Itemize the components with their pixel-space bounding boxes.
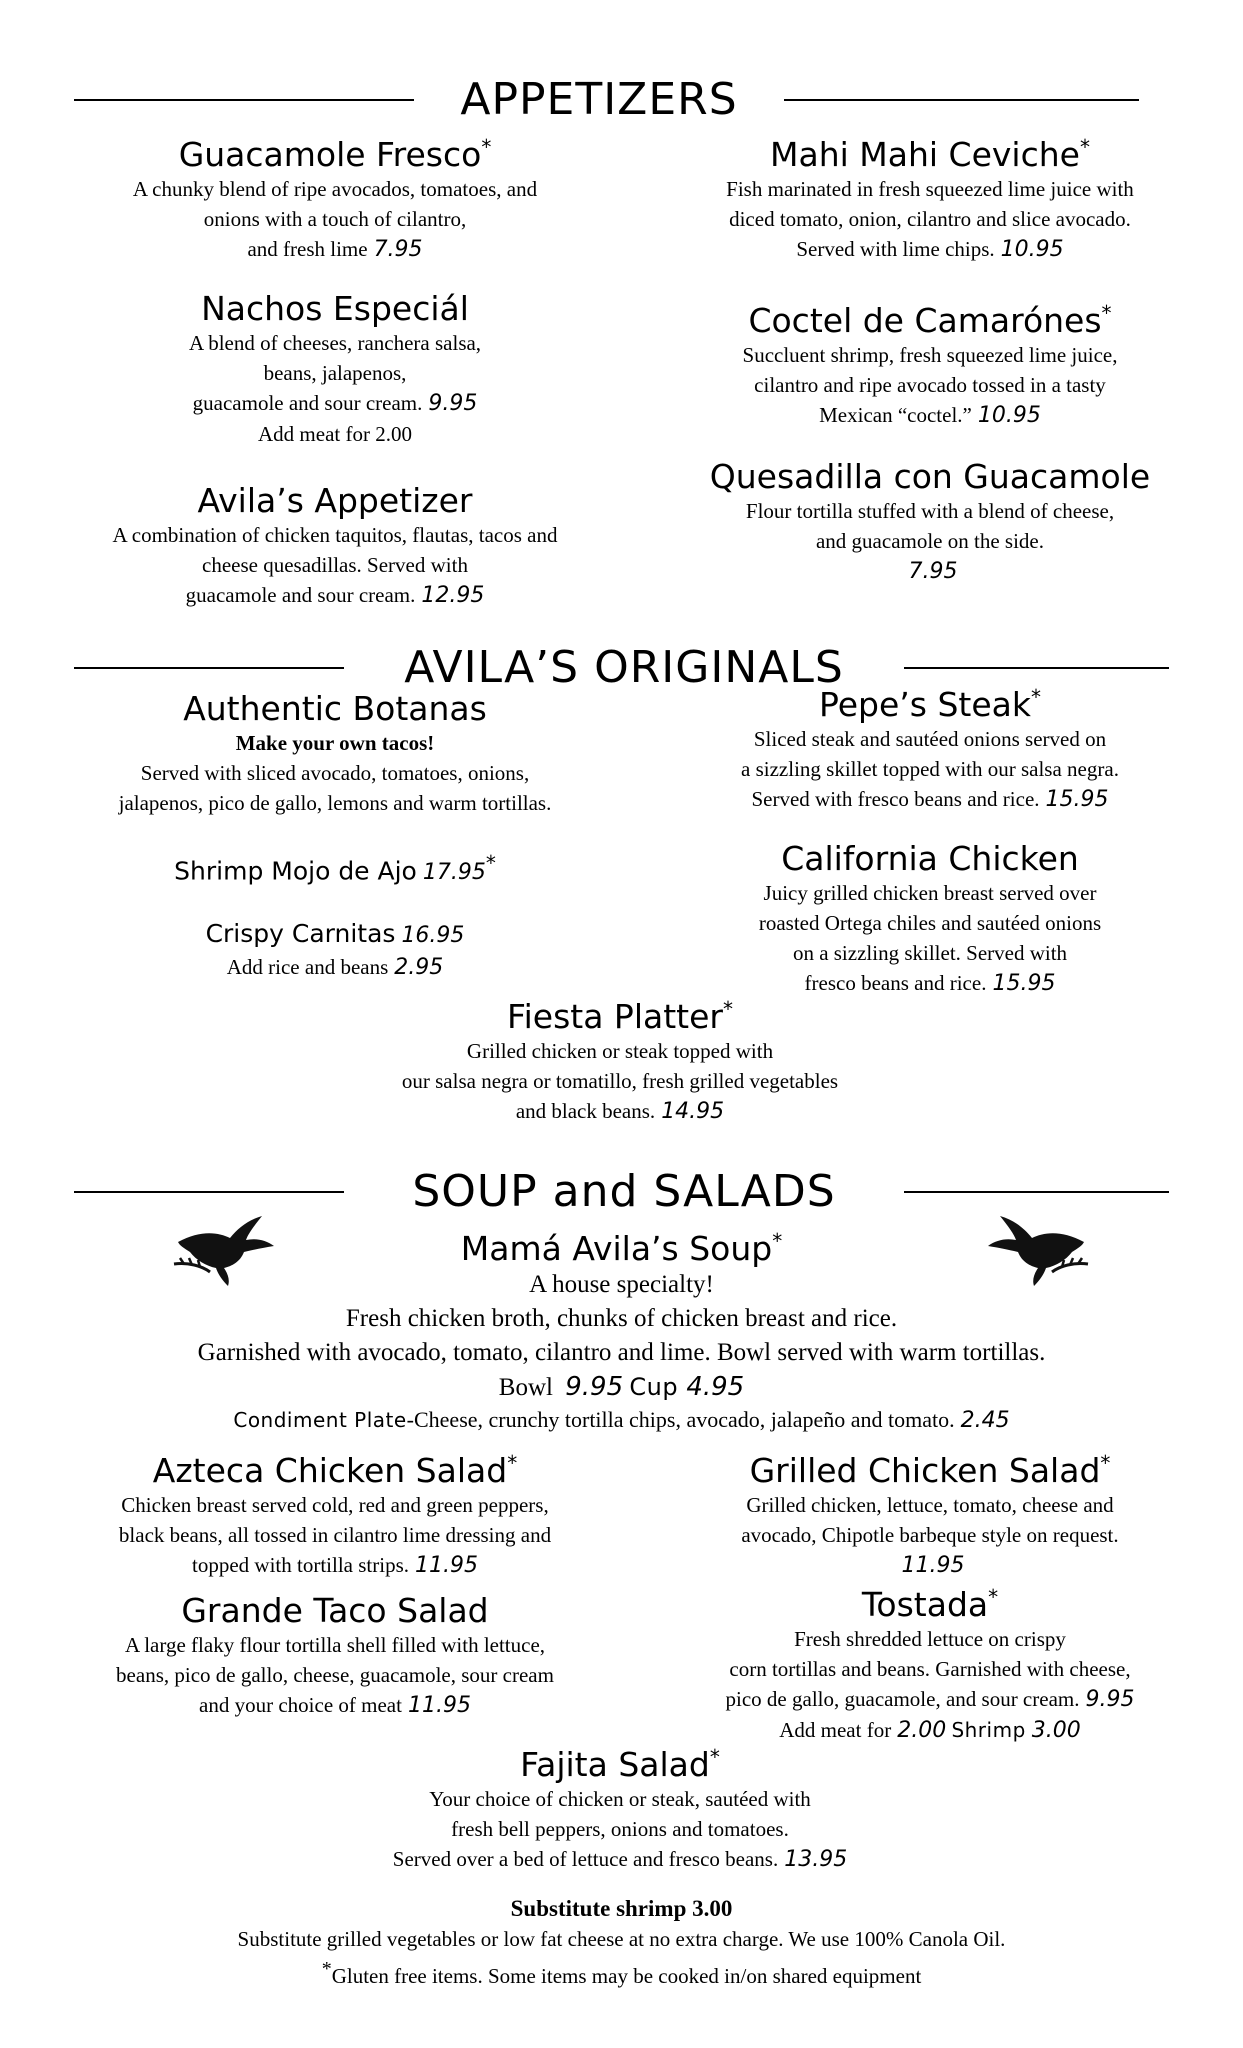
item-desc-line: Add meat for 2.00 Shrimp 3.00 bbox=[779, 1718, 1081, 1743]
item-title: Pepe’s Steak* bbox=[819, 685, 1041, 724]
item-title: California Chicken bbox=[781, 839, 1079, 878]
item-desc-line: Add rice and beans 2.95 bbox=[226, 955, 444, 980]
item-desc-line: diced tomato, onion, cilantro and slice avocado. bbox=[729, 207, 1131, 231]
menu-item-ceviche bbox=[650, 128, 1210, 265]
item-desc-line: roasted Ortega chiles and sautéed onions bbox=[758, 911, 1102, 935]
item-price: 15.95 bbox=[992, 971, 1056, 996]
item-desc-line: and black beans. 14.95 bbox=[515, 1099, 725, 1124]
menu-item-azteca-salad bbox=[40, 1444, 630, 1581]
item-price: 11.95 bbox=[407, 1693, 471, 1718]
item-desc-line: Add meat for 2.00 bbox=[258, 422, 412, 446]
cup-price: 4.95 bbox=[686, 1372, 745, 1402]
item-desc-line: Served with lime chips. 10.95 bbox=[796, 237, 1064, 262]
item-desc-line: Served with sliced avocado, tomatoes, onions, bbox=[140, 761, 530, 785]
item-title: Grilled Chicken Salad* bbox=[749, 1451, 1111, 1490]
item-desc-line: pico de gallo, guacamole, and sour cream. 9.95 bbox=[725, 1687, 1135, 1712]
menu-item-botanas bbox=[40, 690, 630, 818]
item-desc-line: corn tortillas and beans. Garnished with cheese, bbox=[729, 1657, 1131, 1681]
item-desc-line: and fresh lime 7.95 bbox=[247, 237, 423, 262]
substitute-note: Substitute grilled vegetables or low fat cheese at no extra charge. We use 100% Canola Oil. bbox=[237, 1927, 1006, 1951]
item-price: 17.95 bbox=[422, 860, 486, 886]
item-desc-line: A house specialty! bbox=[529, 1271, 714, 1298]
menu-item-grilled-chicken-salad bbox=[650, 1444, 1210, 1581]
item-desc-line: Served with fresco beans and rice. 15.95 bbox=[751, 787, 1109, 812]
item-title: Mahi Mahi Ceviche* bbox=[770, 135, 1090, 174]
item-price: 10.95 bbox=[977, 403, 1041, 428]
item-title: Grande Taco Salad bbox=[181, 1591, 489, 1630]
item-desc-line: A combination of chicken taquitos, flautas, tacos and bbox=[112, 523, 558, 547]
item-price: 7.95 bbox=[908, 559, 958, 584]
item-title: Coctel de Camarónes* bbox=[748, 301, 1112, 340]
substitute-shrimp-note: Substitute shrimp 3.00 bbox=[510, 1896, 733, 1921]
item-price: 11.95 bbox=[901, 1553, 965, 1578]
item-title: Mamá Avila’s Soup* bbox=[460, 1229, 783, 1268]
item-desc-line: beans, jalapenos, bbox=[263, 361, 407, 385]
bowl-price: 9.95 bbox=[565, 1372, 624, 1402]
item-desc-line bbox=[650, 556, 1210, 587]
section-title-originals: AVILA’S ORIGINALS bbox=[404, 642, 844, 693]
item-desc-line: Your choice of chicken or steak, sautéed with bbox=[429, 1787, 811, 1811]
menu-item-nachos bbox=[40, 290, 630, 449]
item-price: 16.95 bbox=[401, 923, 465, 948]
header-rule-left bbox=[74, 99, 414, 101]
item-desc-line: Garnished with avocado, tomato, cilantro and lime. Bowl served with warm tortillas. bbox=[197, 1339, 1046, 1366]
item-title: Guacamole Fresco* bbox=[178, 135, 492, 174]
item-desc-line: A chunky blend of ripe avocados, tomatoes, and bbox=[132, 177, 538, 201]
soup-sizes: Bowl 9.95 Cup 4.95 bbox=[498, 1372, 745, 1402]
item-desc-line: fresh bell peppers, onions and tomatoes. bbox=[451, 1817, 789, 1841]
item-price: 2.95 bbox=[394, 955, 444, 980]
menu-item-carnitas bbox=[40, 918, 630, 983]
shrimp-price: 3.00 bbox=[1031, 1718, 1081, 1743]
item-desc-line: Grilled chicken, lettuce, tomato, cheese and bbox=[746, 1493, 1114, 1517]
menu-item-fajita-salad bbox=[300, 1738, 940, 1875]
menu-item-quesadilla bbox=[650, 458, 1210, 587]
menu-item-avilas-appetizer bbox=[40, 482, 630, 611]
item-title: Fiesta Platter* bbox=[507, 997, 733, 1036]
menu-item-fiesta-platter bbox=[300, 990, 940, 1127]
item-title: Tostada* bbox=[861, 1585, 999, 1624]
header-rule-right bbox=[904, 667, 1169, 669]
item-desc-line: and guacamole on the side. bbox=[815, 529, 1044, 553]
item-desc-line: cilantro and ripe avocado tossed in a tasty bbox=[754, 373, 1106, 397]
item-title: Authentic Botanas bbox=[183, 689, 487, 728]
item-desc-line: black beans, all tossed in cilantro lime dressing and bbox=[118, 1523, 552, 1547]
item-title: Azteca Chicken Salad* bbox=[152, 1451, 518, 1490]
item-desc-line: topped with tortilla strips. 11.95 bbox=[192, 1553, 478, 1578]
item-desc-line: Grilled chicken or steak topped with bbox=[466, 1039, 774, 1063]
item-desc-line: beans, pico de gallo, cheese, guacamole, sour cream bbox=[116, 1663, 554, 1687]
item-desc-line: Juicy grilled chicken breast served over bbox=[763, 881, 1097, 905]
item-title: Fajita Salad* bbox=[520, 1745, 720, 1784]
header-rule-left bbox=[74, 1191, 344, 1193]
item-desc-line: Served over a bed of lettuce and fresco beans. 13.95 bbox=[392, 1847, 848, 1872]
item-desc-line: Fresh chicken broth, chunks of chicken breast and rice. bbox=[345, 1305, 898, 1332]
meat-price: 2.00 bbox=[897, 1718, 947, 1743]
header-rule-right bbox=[904, 1191, 1169, 1193]
item-price: 14.95 bbox=[661, 1099, 725, 1124]
menu-item-pepes-steak bbox=[650, 678, 1210, 815]
item-title: Shrimp Mojo de Ajo 17.95* bbox=[174, 851, 496, 886]
appetizers-header bbox=[0, 74, 1243, 125]
header-rule-left bbox=[74, 667, 344, 669]
item-desc-line: and your choice of meat 11.95 bbox=[199, 1693, 471, 1718]
menu-footer bbox=[40, 1894, 1203, 1991]
menu-item-guacamole bbox=[40, 128, 630, 265]
item-price: 12.95 bbox=[421, 583, 485, 608]
item-desc-line: avocado, Chipotle barbeque style on request. bbox=[741, 1523, 1119, 1547]
item-price: 2.45 bbox=[960, 1408, 1010, 1433]
item-desc-line: a sizzling skillet topped with our salsa negra. bbox=[741, 757, 1119, 781]
menu-item-california-chicken bbox=[650, 840, 1210, 999]
item-title: Avila’s Appetizer bbox=[197, 481, 473, 520]
item-desc-line: guacamole and sour cream. 9.95 bbox=[192, 391, 478, 416]
item-desc-line: cheese quesadillas. Served with bbox=[202, 553, 468, 577]
menu-item-tostada bbox=[650, 1578, 1210, 1746]
item-desc-line: Succluent shrimp, fresh squeezed lime juice, bbox=[742, 343, 1118, 367]
item-price: 9.95 bbox=[1085, 1687, 1135, 1712]
section-title-appetizers: APPETIZERS bbox=[460, 74, 738, 125]
menu-item-taco-salad bbox=[40, 1592, 630, 1721]
item-title: Quesadilla con Guacamole bbox=[709, 457, 1151, 496]
menu-item-mama-avila-soup bbox=[100, 1222, 1143, 1436]
item-price: 9.95 bbox=[428, 391, 478, 416]
item-price: 13.95 bbox=[784, 1847, 848, 1872]
condiment-plate-line: Condiment Plate-Cheese, crunchy tortilla chips, avocado, jalapeño and tomato. 2.45 bbox=[233, 1407, 1010, 1433]
item-price: 11.95 bbox=[415, 1553, 478, 1578]
item-price: 7.95 bbox=[373, 237, 423, 262]
item-desc-line: onions with a touch of cilantro, bbox=[203, 207, 467, 231]
item-desc-line: Flour tortilla stuffed with a blend of cheese, bbox=[745, 499, 1115, 523]
item-desc-line: our salsa negra or tomatillo, fresh grilled vegetables bbox=[401, 1069, 839, 1093]
item-desc-line: Fish marinated in fresh squeezed lime juice with bbox=[726, 177, 1134, 201]
item-desc-line: fresco beans and rice. 15.95 bbox=[804, 971, 1056, 996]
item-desc-line bbox=[650, 1550, 1210, 1581]
item-desc-line: Make your own tacos! bbox=[235, 731, 435, 755]
item-desc-line: A large flaky flour tortilla shell filled with lettuce, bbox=[124, 1633, 546, 1657]
item-desc-line: jalapenos, pico de gallo, lemons and warm tortillas. bbox=[118, 791, 552, 815]
item-price: 10.95 bbox=[1000, 237, 1064, 262]
menu-item-shrimp-mojo bbox=[40, 847, 630, 889]
menu-item-coctel bbox=[650, 294, 1210, 431]
item-title: Crispy Carnitas 16.95 bbox=[205, 919, 465, 948]
section-title-soups: SOUP and SALADS bbox=[412, 1166, 836, 1217]
item-desc-line: Chicken breast served cold, red and green peppers, bbox=[121, 1493, 549, 1517]
item-desc-line: on a sizzling skillet. Served with bbox=[792, 941, 1068, 965]
gluten-free-note: *Gluten free items. Some items may be cooked in/on shared equipment bbox=[321, 1958, 922, 1988]
item-desc-line: Sliced steak and sautéed onions served on bbox=[753, 727, 1107, 751]
item-desc-line: A blend of cheeses, ranchera salsa, bbox=[188, 331, 482, 355]
item-title: Nachos Especiál bbox=[201, 289, 469, 328]
item-desc-line: Fresh shredded lettuce on crispy bbox=[794, 1627, 1066, 1651]
item-desc-line: Mexican “coctel.” 10.95 bbox=[819, 403, 1041, 428]
item-desc-line: guacamole and sour cream. 12.95 bbox=[185, 583, 485, 608]
header-rule-right bbox=[784, 99, 1139, 101]
item-price: 15.95 bbox=[1045, 787, 1109, 812]
